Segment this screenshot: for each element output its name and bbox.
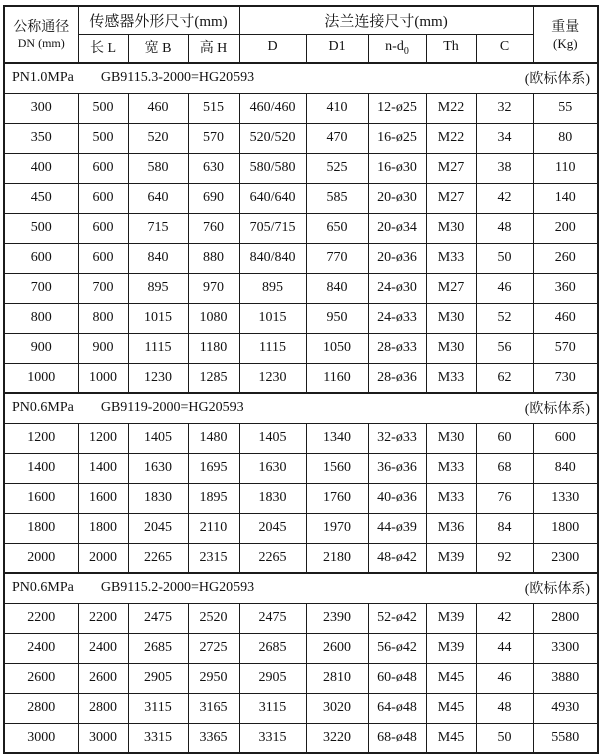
cell-dn: 2200: [4, 603, 78, 633]
table-row: [4, 183, 598, 213]
cell-d: 2905: [239, 663, 306, 693]
cell-d: 3115: [239, 693, 306, 723]
cell-n-d0: 44-ø39: [368, 513, 426, 543]
section-system-note: (欧标体系): [524, 582, 591, 598]
cell-width: 3115: [128, 693, 188, 723]
cell-n-d0: 68-ø48: [368, 723, 426, 753]
table-body: [4, 63, 598, 753]
table-row: [4, 213, 598, 243]
cell-c: 48: [476, 693, 533, 723]
header-weight-unit: (Kg): [553, 35, 578, 51]
cell-d1: 1340: [306, 423, 368, 453]
cell-th: M33: [426, 363, 476, 393]
cell-dn: 1400: [4, 453, 78, 483]
cell-width: 520: [128, 123, 188, 153]
cell-th: M27: [426, 153, 476, 183]
table-row: [4, 303, 598, 333]
cell-c: 44: [476, 633, 533, 663]
cell-d: 840/840: [239, 243, 306, 273]
cell-length: 1000: [78, 363, 128, 393]
cell-th: M36: [426, 513, 476, 543]
cell-n-d0: 40-ø36: [368, 483, 426, 513]
cell-width: 640: [128, 183, 188, 213]
cell-length: 600: [78, 243, 128, 273]
cell-n-d0: 20-ø36: [368, 243, 426, 273]
cell-width: 2475: [128, 603, 188, 633]
cell-length: 2600: [78, 663, 128, 693]
cell-th: M45: [426, 693, 476, 723]
table-row: [4, 483, 598, 513]
cell-n-d0: 64-ø48: [368, 693, 426, 723]
cell-height: 3165: [188, 693, 239, 723]
header-d: D: [239, 34, 306, 63]
cell-weight: 55: [533, 93, 598, 123]
cell-height: 570: [188, 123, 239, 153]
table-row: [4, 243, 598, 273]
cell-c: 34: [476, 123, 533, 153]
cell-n-d0: 20-ø30: [368, 183, 426, 213]
cell-c: 56: [476, 333, 533, 363]
cell-d: 1630: [239, 453, 306, 483]
header-d1: D1: [306, 34, 368, 63]
cell-c: 42: [476, 183, 533, 213]
cell-n-d0: 24-ø33: [368, 303, 426, 333]
cell-c: 68: [476, 453, 533, 483]
cell-th: M39: [426, 603, 476, 633]
table-row: [4, 363, 598, 393]
cell-dn: 500: [4, 213, 78, 243]
table-row: [4, 153, 598, 183]
cell-d1: 3020: [306, 693, 368, 723]
cell-n-d0: 12-ø25: [368, 93, 426, 123]
section-cell: [4, 63, 598, 93]
cell-th: M33: [426, 243, 476, 273]
cell-dn: 2800: [4, 693, 78, 723]
table-row: [4, 423, 598, 453]
cell-length: 2800: [78, 693, 128, 723]
cell-dn: 2000: [4, 543, 78, 573]
cell-height: 1480: [188, 423, 239, 453]
cell-weight: 570: [533, 333, 598, 363]
cell-d1: 2390: [306, 603, 368, 633]
cell-length: 2400: [78, 633, 128, 663]
cell-th: M45: [426, 723, 476, 753]
sub-header-row: [4, 34, 598, 63]
header-length: 长 L: [78, 34, 128, 63]
section-standard-code: GB9119-2000=HG20593: [100, 400, 244, 416]
cell-n-d0: 36-ø36: [368, 453, 426, 483]
cell-c: 48: [476, 213, 533, 243]
cell-n-d0: 48-ø42: [368, 543, 426, 573]
section-cell: [4, 393, 598, 423]
cell-n-d0: 28-ø33: [368, 333, 426, 363]
cell-width: 1405: [128, 423, 188, 453]
cell-height: 690: [188, 183, 239, 213]
cell-n-d0: 24-ø30: [368, 273, 426, 303]
cell-length: 600: [78, 153, 128, 183]
cell-weight: 600: [533, 423, 598, 453]
cell-th: M30: [426, 333, 476, 363]
cell-d: 705/715: [239, 213, 306, 243]
cell-c: 42: [476, 603, 533, 633]
cell-height: 3365: [188, 723, 239, 753]
cell-width: 3315: [128, 723, 188, 753]
cell-height: 2725: [188, 633, 239, 663]
cell-dn: 2400: [4, 633, 78, 663]
cell-length: 600: [78, 213, 128, 243]
cell-height: 2110: [188, 513, 239, 543]
header-weight-label: 重量: [551, 19, 580, 35]
cell-d: 1830: [239, 483, 306, 513]
cell-th: M39: [426, 543, 476, 573]
cell-weight: 3300: [533, 633, 598, 663]
table-row: [4, 123, 598, 153]
cell-d: 895: [239, 273, 306, 303]
header-sensor-dimensions-group: 传感器外形尺寸(mm): [78, 6, 239, 34]
cell-length: 1400: [78, 453, 128, 483]
table-row: [4, 723, 598, 753]
cell-d1: 1560: [306, 453, 368, 483]
cell-th: M27: [426, 183, 476, 213]
cell-n-d0: 20-ø34: [368, 213, 426, 243]
cell-width: 895: [128, 273, 188, 303]
cell-weight: 260: [533, 243, 598, 273]
cell-n-d0: 28-ø36: [368, 363, 426, 393]
cell-c: 46: [476, 663, 533, 693]
cell-height: 2315: [188, 543, 239, 573]
cell-dn: 1800: [4, 513, 78, 543]
cell-d1: 2180: [306, 543, 368, 573]
table-row: [4, 633, 598, 663]
cell-th: M39: [426, 633, 476, 663]
cell-weight: 1330: [533, 483, 598, 513]
cell-c: 50: [476, 243, 533, 273]
cell-width: 1115: [128, 333, 188, 363]
cell-n-d0: 16-ø30: [368, 153, 426, 183]
header-flange-connection-group: 法兰连接尺寸(mm): [239, 6, 533, 34]
cell-weight: 1800: [533, 513, 598, 543]
cell-n-d0: 56-ø42: [368, 633, 426, 663]
cell-weight: 840: [533, 453, 598, 483]
table-row: [4, 693, 598, 723]
cell-height: 2520: [188, 603, 239, 633]
cell-d1: 1160: [306, 363, 368, 393]
cell-dn: 400: [4, 153, 78, 183]
cell-n-d0: 32-ø33: [368, 423, 426, 453]
cell-dn: 3000: [4, 723, 78, 753]
cell-th: M30: [426, 303, 476, 333]
cell-d1: 3220: [306, 723, 368, 753]
table-row: [4, 333, 598, 363]
cell-c: 62: [476, 363, 533, 393]
cell-d: 2475: [239, 603, 306, 633]
dimension-spec-table: [3, 5, 599, 754]
cell-c: 76: [476, 483, 533, 513]
cell-c: 32: [476, 93, 533, 123]
section-pressure-rating: PN0.6MPa: [12, 580, 74, 596]
cell-d: 1230: [239, 363, 306, 393]
cell-length: 1600: [78, 483, 128, 513]
cell-dn: 700: [4, 273, 78, 303]
cell-c: 38: [476, 153, 533, 183]
header-th: Th: [426, 34, 476, 63]
cell-th: M22: [426, 93, 476, 123]
cell-height: 630: [188, 153, 239, 183]
cell-th: M27: [426, 273, 476, 303]
cell-c: 60: [476, 423, 533, 453]
cell-width: 2045: [128, 513, 188, 543]
cell-d1: 470: [306, 123, 368, 153]
cell-length: 3000: [78, 723, 128, 753]
cell-d1: 840: [306, 273, 368, 303]
cell-th: M30: [426, 423, 476, 453]
section-system-note: (欧标体系): [524, 402, 591, 418]
cell-weight: 80: [533, 123, 598, 153]
section-row: [4, 573, 598, 603]
cell-d: 1015: [239, 303, 306, 333]
cell-dn: 1600: [4, 483, 78, 513]
section-standard-code: GB9115.2-2000=HG20593: [100, 580, 255, 596]
cell-length: 500: [78, 123, 128, 153]
cell-width: 1630: [128, 453, 188, 483]
header-height: 高 H: [188, 34, 239, 63]
cell-n-d0: 52-ø42: [368, 603, 426, 633]
cell-dn: 1200: [4, 423, 78, 453]
section-row: [4, 63, 598, 93]
cell-th: M22: [426, 123, 476, 153]
cell-d: 2265: [239, 543, 306, 573]
cell-height: 1695: [188, 453, 239, 483]
cell-length: 1200: [78, 423, 128, 453]
cell-length: 1800: [78, 513, 128, 543]
cell-length: 600: [78, 183, 128, 213]
section-standard-code: GB9115.3-2000=HG20593: [100, 70, 255, 86]
cell-width: 1015: [128, 303, 188, 333]
cell-width: 2685: [128, 633, 188, 663]
cell-weight: 110: [533, 153, 598, 183]
cell-d: 520/520: [239, 123, 306, 153]
cell-weight: 460: [533, 303, 598, 333]
cell-width: 2905: [128, 663, 188, 693]
cell-height: 515: [188, 93, 239, 123]
cell-c: 46: [476, 273, 533, 303]
cell-d: 580/580: [239, 153, 306, 183]
cell-dn: 350: [4, 123, 78, 153]
cell-d: 3315: [239, 723, 306, 753]
cell-d: 640/640: [239, 183, 306, 213]
table-row: [4, 543, 598, 573]
table-row: [4, 93, 598, 123]
cell-th: M33: [426, 453, 476, 483]
cell-dn: 1000: [4, 363, 78, 393]
cell-dn: 300: [4, 93, 78, 123]
section-pressure-rating: PN1.0MPa: [12, 70, 74, 86]
cell-n-d0: 16-ø25: [368, 123, 426, 153]
cell-height: 1895: [188, 483, 239, 513]
header-nominal-diameter: [4, 6, 78, 63]
cell-d1: 650: [306, 213, 368, 243]
cell-c: 92: [476, 543, 533, 573]
cell-d1: 525: [306, 153, 368, 183]
cell-dn: 2600: [4, 663, 78, 693]
cell-weight: 4930: [533, 693, 598, 723]
cell-dn: 600: [4, 243, 78, 273]
cell-d: 460/460: [239, 93, 306, 123]
section-system-note: (欧标体系): [524, 72, 591, 88]
cell-dn: 800: [4, 303, 78, 333]
cell-c: 84: [476, 513, 533, 543]
cell-weight: 200: [533, 213, 598, 243]
cell-width: 1230: [128, 363, 188, 393]
cell-height: 760: [188, 213, 239, 243]
cell-weight: 2800: [533, 603, 598, 633]
cell-length: 500: [78, 93, 128, 123]
section-pressure-rating: PN0.6MPa: [12, 400, 74, 416]
cell-dn: 900: [4, 333, 78, 363]
cell-length: 900: [78, 333, 128, 363]
cell-height: 880: [188, 243, 239, 273]
cell-d1: 410: [306, 93, 368, 123]
cell-d1: 2810: [306, 663, 368, 693]
table-row: [4, 513, 598, 543]
section-cell: [4, 573, 598, 603]
cell-length: 2200: [78, 603, 128, 633]
cell-width: 715: [128, 213, 188, 243]
cell-width: 840: [128, 243, 188, 273]
cell-width: 580: [128, 153, 188, 183]
cell-th: M33: [426, 483, 476, 513]
header-n-d0: $n-d_0$: [368, 34, 426, 63]
header-width: 宽 B: [128, 34, 188, 63]
cell-c: 52: [476, 303, 533, 333]
cell-width: 460: [128, 93, 188, 123]
cell-d1: 950: [306, 303, 368, 333]
cell-d1: 1760: [306, 483, 368, 513]
cell-width: 1830: [128, 483, 188, 513]
cell-c: 50: [476, 723, 533, 753]
table-row: [4, 603, 598, 633]
header-weight: [533, 6, 598, 63]
cell-height: 1285: [188, 363, 239, 393]
cell-weight: 730: [533, 363, 598, 393]
cell-d1: 770: [306, 243, 368, 273]
cell-d1: 585: [306, 183, 368, 213]
cell-n-d0: 60-ø48: [368, 663, 426, 693]
cell-d: 1405: [239, 423, 306, 453]
cell-weight: 2300: [533, 543, 598, 573]
cell-length: 2000: [78, 543, 128, 573]
header-nominal-diameter-label: 公称通径: [13, 19, 70, 35]
cell-width: 2265: [128, 543, 188, 573]
cell-height: 1180: [188, 333, 239, 363]
cell-height: 1080: [188, 303, 239, 333]
table-row: [4, 273, 598, 303]
header-nominal-diameter-unit: DN (mm): [17, 35, 65, 50]
cell-th: M45: [426, 663, 476, 693]
cell-weight: 140: [533, 183, 598, 213]
table-row: [4, 453, 598, 483]
cell-height: 2950: [188, 663, 239, 693]
cell-length: 700: [78, 273, 128, 303]
cell-d: 1115: [239, 333, 306, 363]
cell-weight: 3880: [533, 663, 598, 693]
cell-d1: 1970: [306, 513, 368, 543]
cell-weight: 5580: [533, 723, 598, 753]
cell-d1: 1050: [306, 333, 368, 363]
header-c: C: [476, 34, 533, 63]
table-row: [4, 663, 598, 693]
cell-d: 2045: [239, 513, 306, 543]
cell-th: M30: [426, 213, 476, 243]
cell-height: 970: [188, 273, 239, 303]
cell-d1: 2600: [306, 633, 368, 663]
cell-weight: 360: [533, 273, 598, 303]
section-row: [4, 393, 598, 423]
cell-d: 2685: [239, 633, 306, 663]
cell-dn: 450: [4, 183, 78, 213]
cell-length: 800: [78, 303, 128, 333]
